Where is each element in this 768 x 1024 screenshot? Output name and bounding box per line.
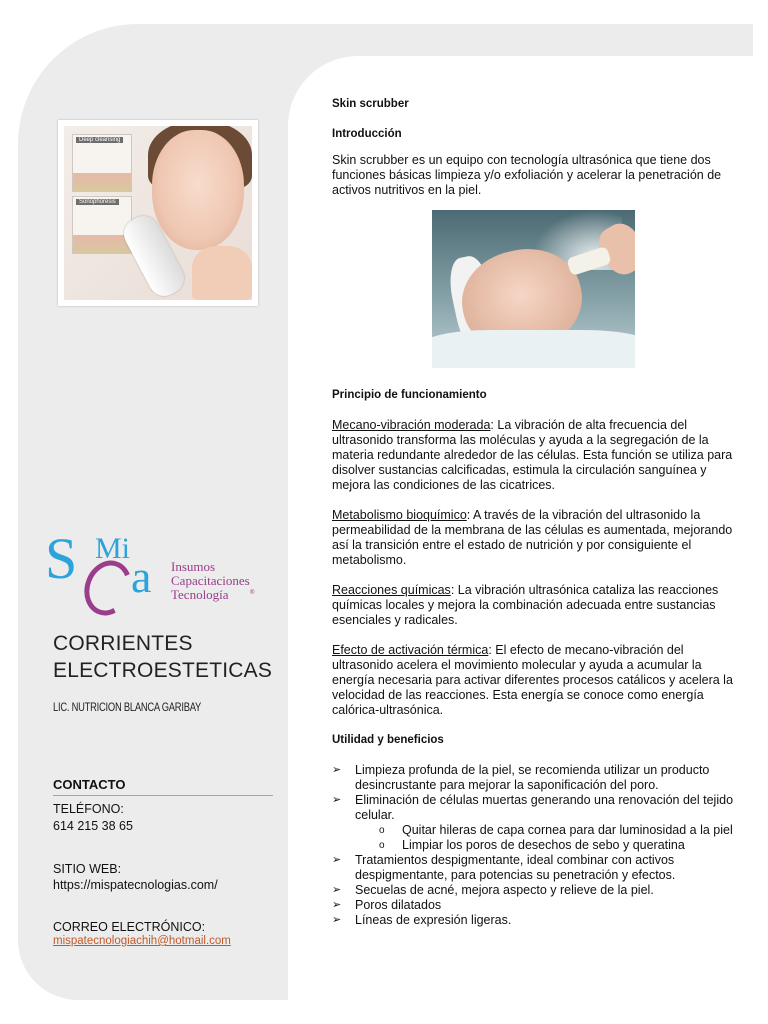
list-item: ➢ Líneas de expresión ligeras. [332,913,512,927]
intro-heading: Introducción [332,128,402,140]
logo-mi: Mi [95,532,131,565]
model-hand [192,246,252,300]
logo-tagline: Insumos Capacitaciones Tecnología [171,559,250,602]
product-photo-illustration [64,126,252,300]
contact-heading: CONTACTO [53,777,126,792]
mi-spa-logo [45,526,275,620]
list-item: ➢ Eliminación de células muertas generando una renovación del tejido celular. [332,793,734,822]
list-item: ➢ Secuelas de acné, mejora aspecto y relieve de la piel. [332,883,654,897]
principle-heading: Principio de funcionamiento [332,389,487,401]
principle-3: Reacciones químicas: La vibración ultrasónica cataliza las reacciones químicas locales y mejora la combinación adecuada entre sustancias esenciales y radicales. [332,583,719,627]
intro-text: Skin scrubber es un equipo con tecnología ultrasónica que tiene dos funciones básicas limpieza y/o exfoliación y acelerar la penetración de activos nutritivos en la piel. [332,153,722,197]
author-name: LIC. NUTRICION BLANCA GARIBAY [53,700,202,714]
email-label: CORREO ELECTRÓNICO: [53,920,206,934]
document-title: CORRIENTES ELECTROESTETICAS [53,632,273,682]
phone-value: 614 215 38 65 [53,819,133,833]
phone-label: TELÉFONO: [53,802,124,816]
web-label: SITIO WEB: [53,862,122,876]
benefits-list [332,763,737,928]
model-face [152,130,244,250]
article-title: Skin scrubber [332,98,409,110]
sonophoresis-panel [72,196,132,254]
towel [432,330,635,368]
principle-4: Efecto de activación térmica: El efecto de mecano-vibración del ultrasonido acelera el movimiento molecular y ayuda a acumular la energía necesaria para activar diferentes procesos catálicos y acelera la velocidad de las reacciones. Esta energía se conoce como energía calórica-ultrasónica. [332,643,733,717]
list-item: ➢ Limpieza profunda de la piel, se recomienda utilizar un producto desincrustante para mejorar la saponificación del poro. [332,763,710,792]
deep-cleansing-panel [72,134,132,192]
contact-divider [53,795,273,796]
logo-letter-s: S [45,526,78,591]
benefits-heading: Utilidad y beneficios [332,734,444,746]
email-link[interactable]: mispatecnologiachih@hotmail.com [53,935,231,947]
web-value: https://mispatecnologias.com/ [53,878,218,892]
sonophoresis-label: Sonophoresis [76,199,119,205]
registered-mark: ® [250,590,255,596]
deep-cleansing-label: Deep cleansing [76,137,123,143]
list-item: ➢ Tratamientos despigmentante, ideal combinar con activos despigmentante, para potencias su penetración y efectos. [332,853,676,882]
list-item: o Quitar hileras de capa cornea para dar luminosidad a la piel [379,823,733,837]
principle-1: Mecano-vibración moderada: La vibración de alta frecuencia del ultrasonido transforma las moléculas y ayuda a la segregación de la materia redundante alrededor de las células. Esta función se utiliza para disolver sustancias calcificadas, estimula la circulación sanguínea y mejora las condiciones de las cicatrices. [332,418,733,492]
treatment-photo [432,210,635,368]
principle-2: Metabolismo bioquímico: A través de la vibración del ultrasonido la permeabilidad de la membrana de las células es aumentada, mejorando así la transición entre el estado de nutrición y por consiguiente el metabolismo. [332,508,733,567]
product-photo [58,120,258,306]
logo-letter-a: a [131,551,152,602]
list-item: o Limpiar los poros de desechos de sebo y queratina [379,838,685,852]
list-item: ➢ Poros dilatados [332,898,442,912]
